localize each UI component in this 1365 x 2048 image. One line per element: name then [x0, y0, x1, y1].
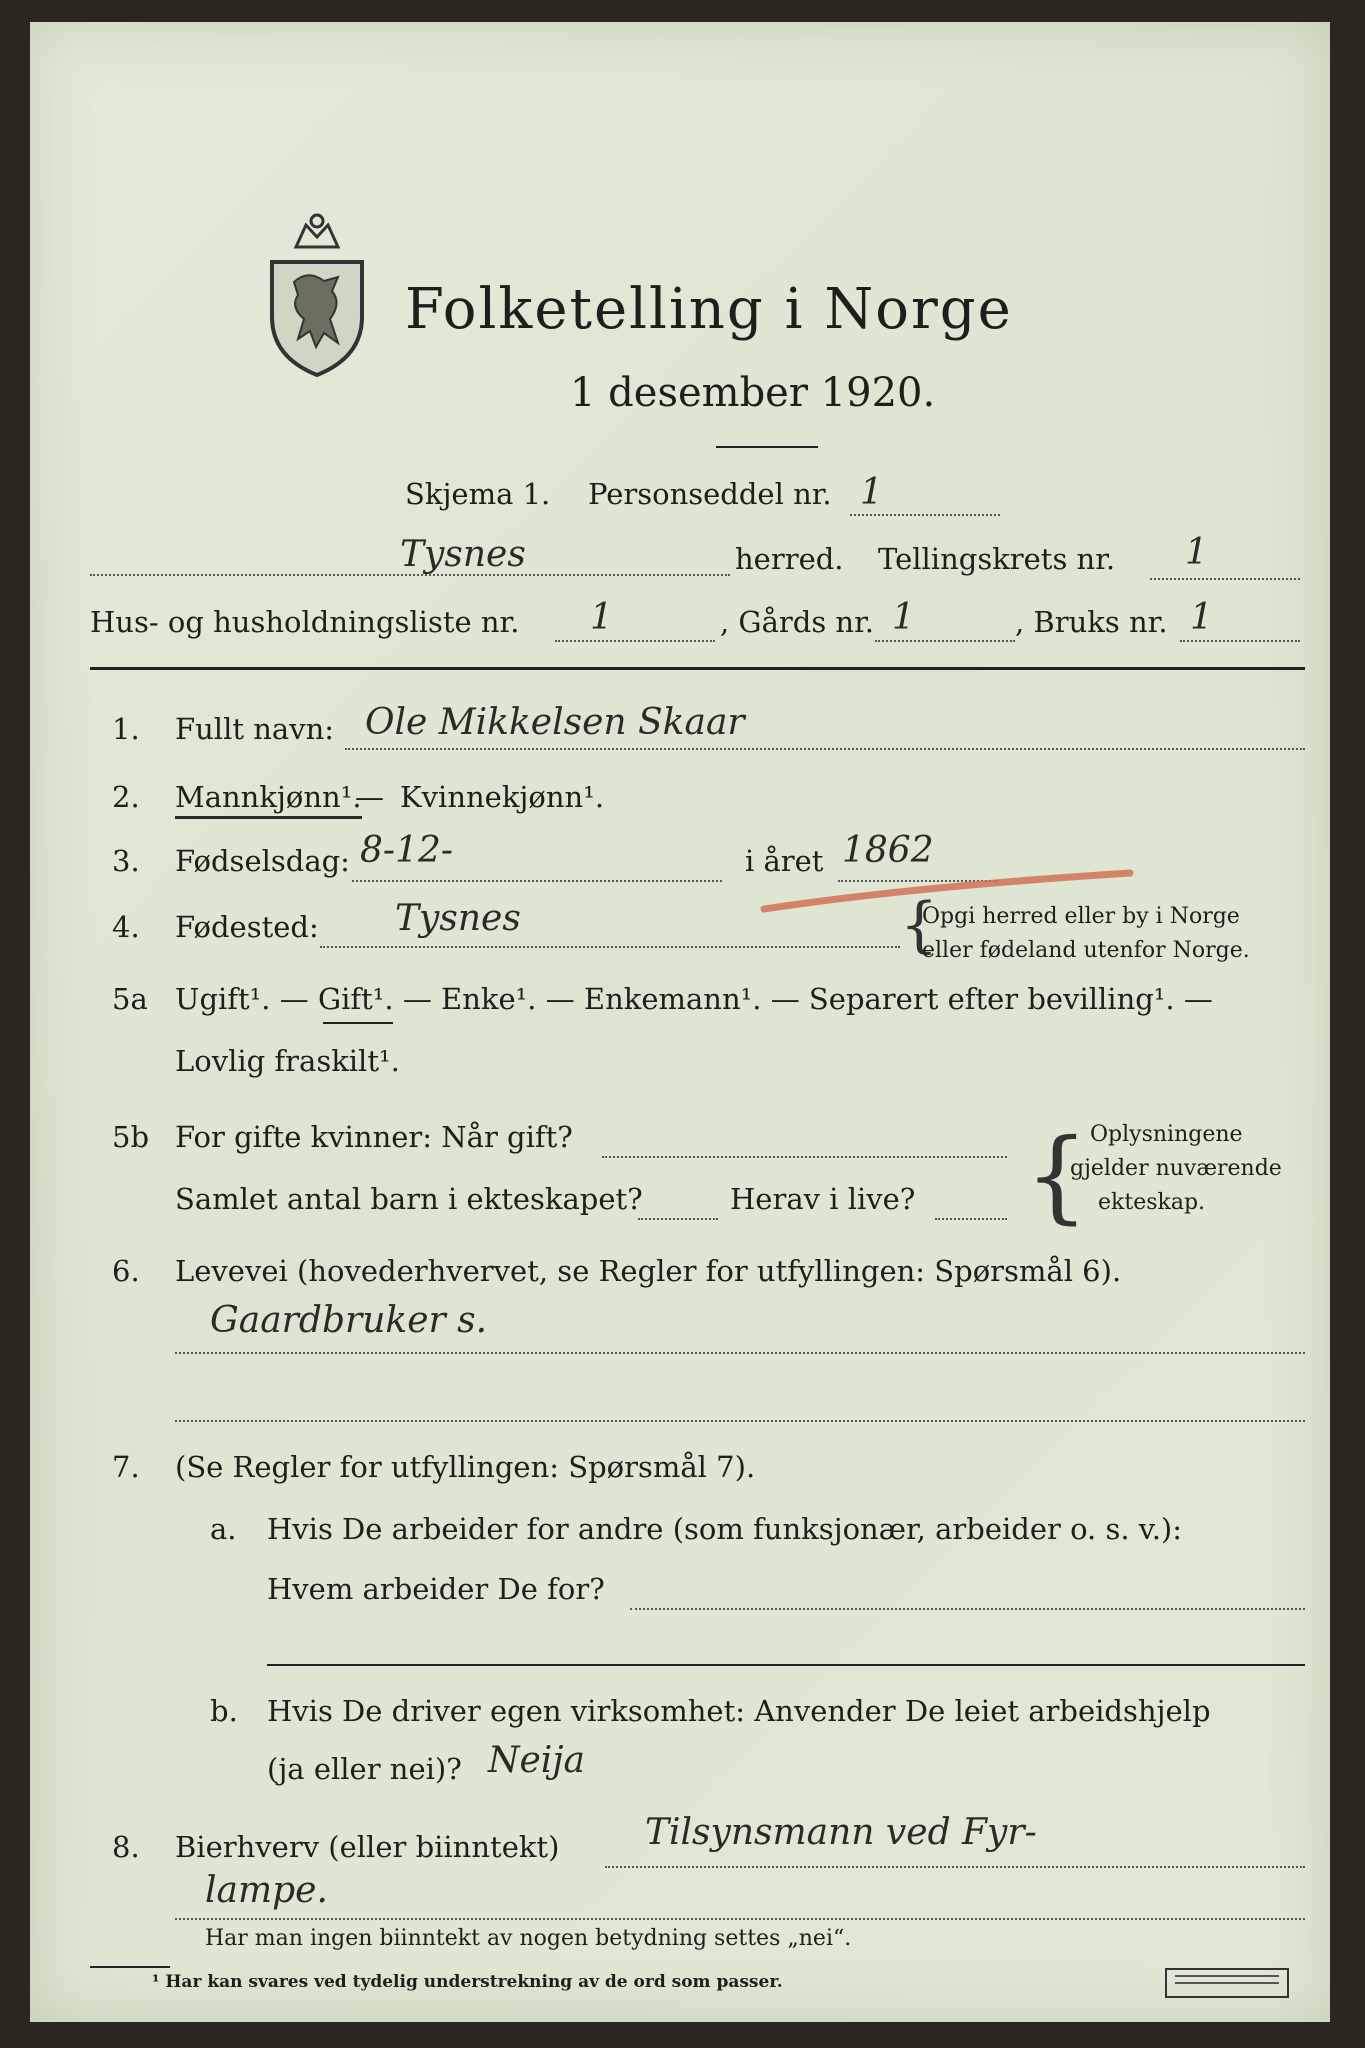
q2-female: Kvinnekjønn¹. — [400, 780, 605, 814]
side-income-value-1: Tilsynsmann ved Fyr- — [645, 1812, 1037, 1853]
q3-line — [352, 880, 722, 882]
q5b-alive-line — [935, 1218, 1007, 1220]
bruks-label: , Bruks nr. — [1015, 605, 1168, 639]
q7-label: (Se Regler for utfyllingen: Spørsmål 7). — [175, 1450, 756, 1484]
q7a-line-extra — [267, 1664, 1305, 1666]
q3-year-label: i året — [745, 844, 824, 878]
q1-line — [345, 748, 1305, 750]
gards-line — [875, 640, 1015, 642]
q5b-note-3: ekteskap. — [1098, 1190, 1206, 1215]
q8-note: Har man ingen biinntekt av nogen betydning settes „nei“. — [205, 1926, 852, 1951]
full-name-value: Ole Mikkelsen Skaar — [365, 702, 745, 743]
personseddel-value: 1 — [860, 472, 883, 513]
q7a-line-2: Hvem arbeider De for? — [267, 1572, 605, 1606]
q5b-line-2b: Herav i live? — [730, 1182, 916, 1216]
q6-label: Levevei (hovederhvervet, se Regler for utfyllingen: Spørsmål 6). — [175, 1254, 1122, 1288]
q5b-married-line — [602, 1156, 1007, 1158]
gards-label: , Gårds nr. — [720, 605, 874, 639]
q7b-value: Neija — [488, 1740, 585, 1781]
header-rule — [90, 667, 1305, 670]
q4-number: 4. — [112, 910, 140, 944]
q2-male: Mannkjønn¹. — [175, 780, 362, 819]
birth-year-value: 1862 — [842, 830, 934, 871]
herred-value: Tysnes — [400, 534, 526, 575]
q5b-number: 5b — [112, 1120, 150, 1154]
census-form — [30, 22, 1330, 2022]
q6-line-1 — [175, 1352, 1305, 1354]
q3-number: 3. — [112, 844, 140, 878]
q4-note-2: eller fødeland utenfor Norge. — [922, 938, 1250, 963]
tellingskrets-label: Tellingskrets nr. — [878, 542, 1116, 576]
q6-number: 6. — [112, 1254, 140, 1288]
q5a-line-2: Lovlig fraskilt¹. — [175, 1044, 400, 1078]
birth-date-value: 8-12- — [360, 830, 454, 871]
hus-label: Hus- og husholdningsliste nr. — [90, 605, 520, 639]
side-income-value-2: lampe. — [205, 1870, 328, 1911]
q3-label: Fødselsdag: — [175, 844, 350, 878]
q7a-line — [630, 1608, 1305, 1610]
q5b-line-1: For gifte kvinner: Når gift? — [175, 1120, 573, 1154]
tellingskrets-value: 1 — [1185, 532, 1208, 573]
q5b-note-1: Oplysningene — [1090, 1122, 1243, 1147]
q2-dash: — — [355, 780, 384, 814]
q5b-children-line — [638, 1218, 718, 1220]
printer-stamp-icon — [1165, 1968, 1289, 1998]
q7b-letter: b. — [210, 1694, 238, 1728]
title-divider — [716, 446, 818, 448]
q7a-line-1: Hvis De arbeider for andre (som funksjonær, arbeider o. s. v.): — [267, 1512, 1183, 1546]
gards-value: 1 — [892, 597, 915, 638]
form-title: Folketelling i Norge — [405, 277, 1013, 342]
q5a-line-1: Ugift¹. — Gift¹. — Enke¹. — Enkemann¹. — Separert efter bevilling¹. — — [175, 982, 1213, 1016]
personseddel-label: Personseddel nr. — [588, 477, 832, 511]
q5b-brace: { — [1025, 1117, 1089, 1234]
q7b-line-1: Hvis De driver egen virksomhet: Anvender De leiet arbeidshjelp — [267, 1694, 1211, 1728]
tellingskrets-line — [1150, 578, 1300, 580]
personseddel-line — [850, 514, 1000, 516]
q5b-line-2: Samlet antal barn i ekteskapet? — [175, 1182, 643, 1216]
bruks-line — [1180, 640, 1300, 642]
q4-note-1: Opgi herred eller by i Norge — [922, 904, 1240, 929]
q1-number: 1. — [112, 712, 140, 746]
skjema-label: Skjema 1. — [405, 477, 551, 511]
q1-label: Fullt navn: — [175, 712, 335, 746]
q8-line-2 — [175, 1918, 1305, 1920]
census-date: 1 desember 1920. — [570, 370, 936, 416]
q7a-letter: a. — [210, 1512, 237, 1546]
q6-line-2 — [175, 1420, 1305, 1422]
q8-number: 8. — [112, 1830, 140, 1864]
footnote-rule — [90, 1966, 170, 1968]
q5b-note-2: gjelder nuværende — [1070, 1156, 1282, 1181]
footnote: ¹ Har kan svares ved tydelig understrekning av de ord som passer. — [152, 1972, 783, 1992]
birthplace-value: Tysnes — [395, 898, 521, 939]
q4-brace: { — [900, 890, 939, 960]
gift-underline — [323, 1022, 393, 1024]
q8-label: Bierhverv (eller biinntekt) — [175, 1830, 560, 1864]
q2-number: 2. — [112, 780, 140, 814]
q7b-line-2: (ja eller nei)? — [267, 1752, 462, 1786]
q4-line — [320, 946, 900, 948]
bruks-value: 1 — [1190, 597, 1213, 638]
hus-value: 1 — [590, 597, 613, 638]
q5a-number: 5a — [112, 982, 148, 1016]
occupation-value: Gaardbruker s. — [210, 1300, 488, 1341]
q7-number: 7. — [112, 1450, 140, 1484]
coat-of-arms-icon — [258, 207, 376, 377]
q8-line-1 — [605, 1866, 1305, 1868]
hus-line — [555, 640, 715, 642]
q4-label: Fødested: — [175, 910, 319, 944]
herred-label: herred. — [735, 542, 844, 576]
